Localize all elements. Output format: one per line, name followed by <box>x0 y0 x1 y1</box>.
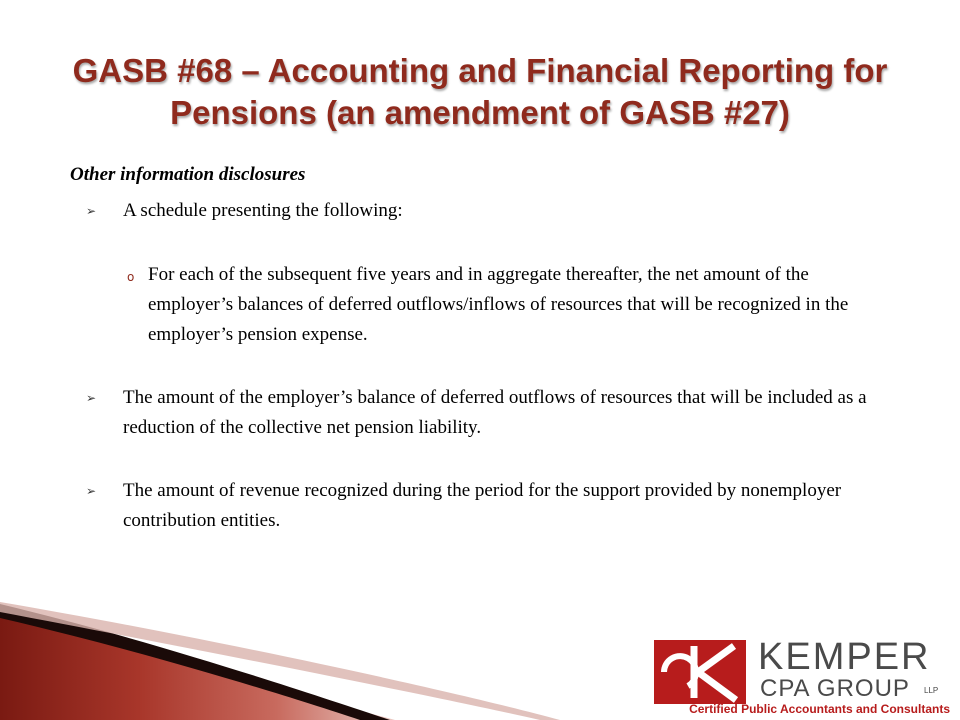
arrow-bullet-icon: ➢ <box>86 484 97 498</box>
logo-tagline: Certified Public Accountants and Consultants <box>689 702 950 716</box>
logo-emblem-icon <box>654 640 746 704</box>
bullet-text: A schedule presenting the following: <box>123 200 403 221</box>
kemper-logo <box>654 636 950 716</box>
arrow-bullet-icon: ➢ <box>86 204 97 218</box>
logo-group: CPA GROUP <box>760 675 910 702</box>
logo-name: KEMPER <box>758 636 931 678</box>
sub-bullet-item <box>70 260 910 350</box>
arrow-bullet-icon: ➢ <box>86 391 97 405</box>
bullet-item <box>70 196 910 226</box>
bullet-item <box>70 476 910 536</box>
logo-llp: LLP <box>924 686 939 695</box>
bullet-text: The amount of the employer’s balance of deferred outflows of resources that will be included as a reduction of the collective net pension liability. <box>123 387 867 438</box>
slide-title: GASB #68 – Accounting and Financial Reporting for Pensions (an amendment of GASB #27) <box>72 52 888 131</box>
bullet-text: The amount of revenue recognized during the period for the support provided by nonemployer contribution entities. <box>123 480 842 531</box>
circle-bullet-icon: o <box>127 270 135 284</box>
bullet-item <box>70 383 910 443</box>
sub-bullet-text: For each of the subsequent five years and in aggregate thereafter, the net amount of the employer’s balances of deferred outflows/inflows of resources that will be recognized in the employer’s pension expense. <box>148 264 849 345</box>
section-heading: Other information disclosures <box>70 164 306 185</box>
slide-content <box>70 160 910 536</box>
